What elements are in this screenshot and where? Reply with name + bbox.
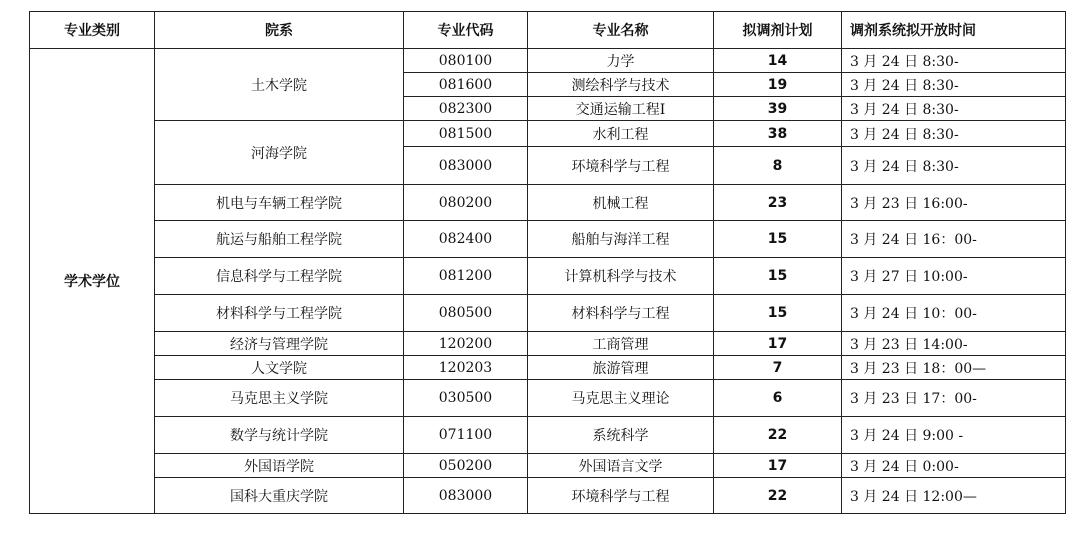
- time-cell: 3 月 23 日 16:00-: [842, 185, 1066, 221]
- dept-cell: 机电与车辆工程学院: [155, 185, 404, 221]
- code-cell: 050200: [404, 454, 528, 478]
- time-cell: 3 月 24 日 12:00—: [842, 478, 1066, 514]
- table-row: [30, 454, 1066, 478]
- major-name-cell: 旅游管理: [528, 356, 714, 380]
- time-cell: 3 月 23 日 17：00-: [842, 380, 1066, 417]
- code-cell: 081500: [404, 121, 528, 147]
- time-cell: 3 月 24 日 9:00 -: [842, 417, 1066, 454]
- major-name-cell: 环境科学与工程: [528, 147, 714, 185]
- major-name-cell: 环境科学与工程: [528, 478, 714, 514]
- time-cell: 3 月 23 日 14:00-: [842, 332, 1066, 356]
- code-cell: 120200: [404, 332, 528, 356]
- header-row: [30, 12, 1066, 49]
- plan-cell: 15: [714, 295, 842, 332]
- table-row: [30, 356, 1066, 380]
- dept-cell: 材料科学与工程学院: [155, 295, 404, 332]
- plan-cell: 19: [714, 73, 842, 97]
- code-cell: 083000: [404, 147, 528, 185]
- time-cell: 3 月 24 日 0:00-: [842, 454, 1066, 478]
- major-name-cell: 系统科学: [528, 417, 714, 454]
- header-code: 专业代码: [404, 12, 528, 49]
- plan-cell: 38: [714, 121, 842, 147]
- major-name-cell: 马克思主义理论: [528, 380, 714, 417]
- dept-cell: 人文学院: [155, 356, 404, 380]
- table-row: [30, 258, 1066, 295]
- code-cell: 080500: [404, 295, 528, 332]
- code-cell: 120203: [404, 356, 528, 380]
- dept-cell: 信息科学与工程学院: [155, 258, 404, 295]
- table-row: [30, 185, 1066, 221]
- code-cell: 082300: [404, 97, 528, 121]
- plan-cell: 17: [714, 332, 842, 356]
- time-cell: 3 月 24 日 8:30-: [842, 73, 1066, 97]
- major-name-cell: 外国语言文学: [528, 454, 714, 478]
- time-cell: 3 月 24 日 8:30-: [842, 121, 1066, 147]
- major-name-cell: 测绘科学与技术: [528, 73, 714, 97]
- time-cell: 3 月 24 日 8:30-: [842, 97, 1066, 121]
- dept-cell: 数学与统计学院: [155, 417, 404, 454]
- time-cell: 3 月 24 日 16：00-: [842, 221, 1066, 258]
- table-row: [30, 478, 1066, 514]
- header-plan: 拟调剂计划: [714, 12, 842, 49]
- dept-cell: 经济与管理学院: [155, 332, 404, 356]
- header-category: 专业类别: [30, 12, 155, 49]
- code-cell: 080200: [404, 185, 528, 221]
- plan-cell: 14: [714, 49, 842, 73]
- plan-cell: 23: [714, 185, 842, 221]
- plan-cell: 15: [714, 258, 842, 295]
- category-cell: 学术学位: [30, 49, 155, 514]
- major-name-cell: 水利工程: [528, 121, 714, 147]
- code-cell: 081600: [404, 73, 528, 97]
- plan-cell: 22: [714, 417, 842, 454]
- code-cell: 071100: [404, 417, 528, 454]
- plan-cell: 17: [714, 454, 842, 478]
- header-dept: 院系: [155, 12, 404, 49]
- plan-cell: 39: [714, 97, 842, 121]
- major-name-cell: 工商管理: [528, 332, 714, 356]
- plan-cell: 6: [714, 380, 842, 417]
- admission-table: [29, 11, 1066, 514]
- header-name: 专业名称: [528, 12, 714, 49]
- plan-cell: 8: [714, 147, 842, 185]
- code-cell: 082400: [404, 221, 528, 258]
- dept-cell: 外国语学院: [155, 454, 404, 478]
- major-name-cell: 机械工程: [528, 185, 714, 221]
- table-row: [30, 417, 1066, 454]
- dept-cell: 马克思主义学院: [155, 380, 404, 417]
- code-cell: 083000: [404, 478, 528, 514]
- plan-cell: 7: [714, 356, 842, 380]
- code-cell: 081200: [404, 258, 528, 295]
- time-cell: 3 月 27 日 10:00-: [842, 258, 1066, 295]
- time-cell: 3 月 23 日 18：00—: [842, 356, 1066, 380]
- table-row: [30, 221, 1066, 258]
- time-cell: 3 月 24 日 8:30-: [842, 49, 1066, 73]
- code-cell: 030500: [404, 380, 528, 417]
- time-cell: 3 月 24 日 10：00-: [842, 295, 1066, 332]
- dept-cell: 航运与船舶工程学院: [155, 221, 404, 258]
- table-row: [30, 121, 1066, 147]
- table-row: [30, 380, 1066, 417]
- table-row: [30, 332, 1066, 356]
- table-row: [30, 295, 1066, 332]
- table-row: [30, 49, 1066, 73]
- major-name-cell: 交通运输工程Ⅰ: [528, 97, 714, 121]
- plan-cell: 15: [714, 221, 842, 258]
- major-name-cell: 船舶与海洋工程: [528, 221, 714, 258]
- major-name-cell: 材料科学与工程: [528, 295, 714, 332]
- code-cell: 080100: [404, 49, 528, 73]
- plan-cell: 22: [714, 478, 842, 514]
- time-cell: 3 月 24 日 8:30-: [842, 147, 1066, 185]
- major-name-cell: 计算机科学与技术: [528, 258, 714, 295]
- dept-cell: 国科大重庆学院: [155, 478, 404, 514]
- header-time: 调剂系统拟开放时间: [842, 12, 1066, 49]
- dept-cell: 河海学院: [155, 121, 404, 185]
- major-name-cell: 力学: [528, 49, 714, 73]
- dept-cell: 土木学院: [155, 49, 404, 121]
